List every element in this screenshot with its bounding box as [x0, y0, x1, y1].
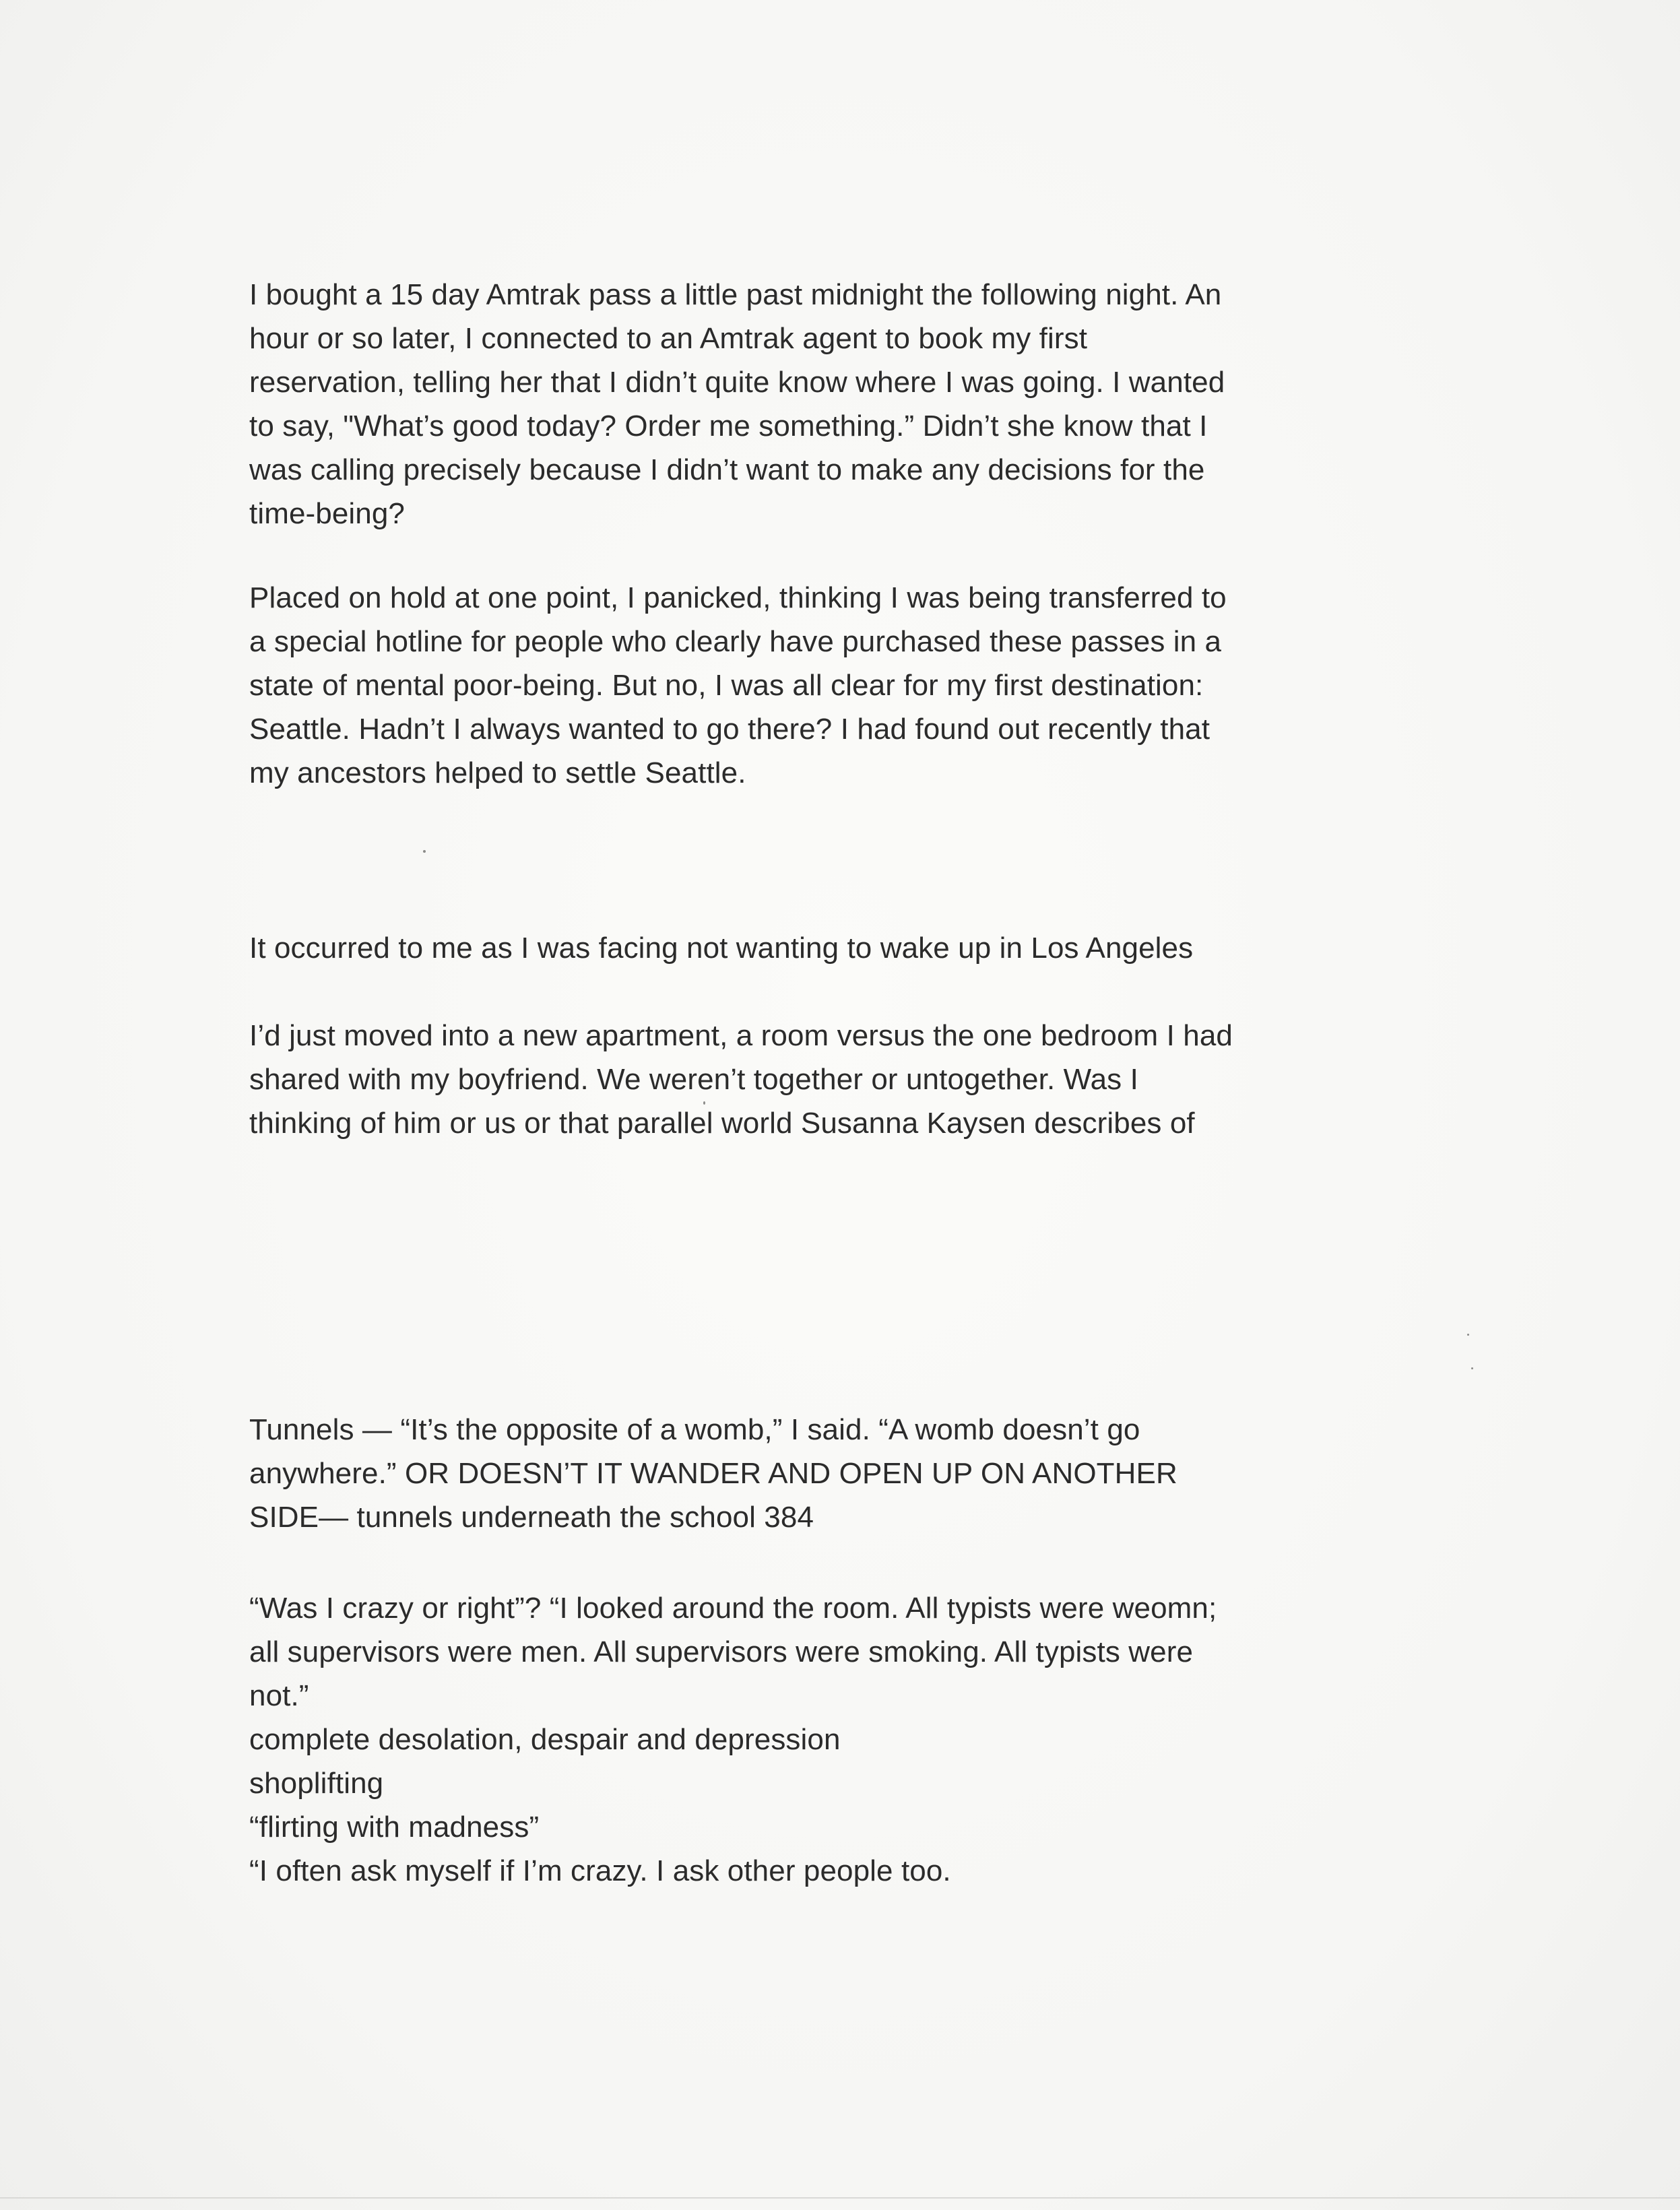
text-line: all supervisors were men. All supervisors were smoking. All typists were	[249, 1635, 1194, 1668]
paragraph-new-apartment	[249, 1014, 1462, 1145]
text-line: Tunnels — “It’s the opposite of a womb,” I said. “A womb doesn’t go	[249, 1413, 1140, 1446]
text-line: a special hotline for people who clearly have purchased these passes in a	[249, 625, 1222, 658]
paper-speck	[423, 850, 426, 853]
text-line: state of mental poor-being. But no, I was all clear for my first destination:	[249, 669, 1204, 702]
text-line: Placed on hold at one point, I panicked, thinking I was being transferred to	[249, 581, 1227, 614]
paper-speck	[1467, 1334, 1469, 1336]
text-line: SIDE— tunnels underneath the school 384	[249, 1501, 814, 1534]
text-line: time-being?	[249, 497, 406, 530]
text-line: It occurred to me as I was facing not wanting to wake up in Los Angeles	[249, 932, 1194, 965]
text-line: I bought a 15 day Amtrak pass a little past midnight the following night. An	[249, 278, 1222, 311]
paragraph-amtrak-pass	[249, 273, 1462, 535]
text-line: was calling precisely because I didn’t want to make any decisions for the	[249, 453, 1205, 486]
paragraph-los-angeles	[249, 926, 1462, 970]
paragraph-placed-on-hold	[249, 576, 1462, 795]
text-line: thinking of him or us or that parallel world Susanna Kaysen describes of	[249, 1107, 1195, 1140]
paragraph-notes	[249, 1586, 1462, 1893]
text-line: reservation, telling her that I didn’t quite know where I was going. I wanted	[249, 366, 1225, 399]
text-line: not.”	[249, 1679, 309, 1712]
paper-speck	[1471, 1367, 1473, 1369]
text-line: “Was I crazy or right”? “I looked around the room. All typists were weomn;	[249, 1592, 1217, 1625]
page-bottom-edge	[0, 2197, 1680, 2199]
text-line: Seattle. Hadn’t I always wanted to go there? I had found out recently that	[249, 713, 1210, 746]
text-line: to say, "What’s good today? Order me something.” Didn’t she know that I	[249, 410, 1208, 443]
paper-speck	[703, 1101, 705, 1105]
text-line: hour or so later, I connected to an Amtrak agent to book my first	[249, 322, 1088, 355]
text-line: complete desolation, despair and depression	[249, 1723, 841, 1756]
text-line: I’d just moved into a new apartment, a room versus the one bedroom I had	[249, 1019, 1233, 1052]
text-line: shared with my boyfriend. We weren’t together or untogether. Was I	[249, 1063, 1138, 1096]
text-line: “I often ask myself if I’m crazy. I ask other people too.	[249, 1854, 951, 1887]
paragraph-tunnels	[249, 1408, 1462, 1539]
text-line: my ancestors helped to settle Seattle.	[249, 756, 746, 789]
text-line: shoplifting	[249, 1767, 384, 1800]
text-line: “flirting with madness”	[249, 1811, 540, 1844]
text-line: anywhere.” OR DOESN’T IT WANDER AND OPEN UP ON ANOTHER	[249, 1457, 1177, 1490]
